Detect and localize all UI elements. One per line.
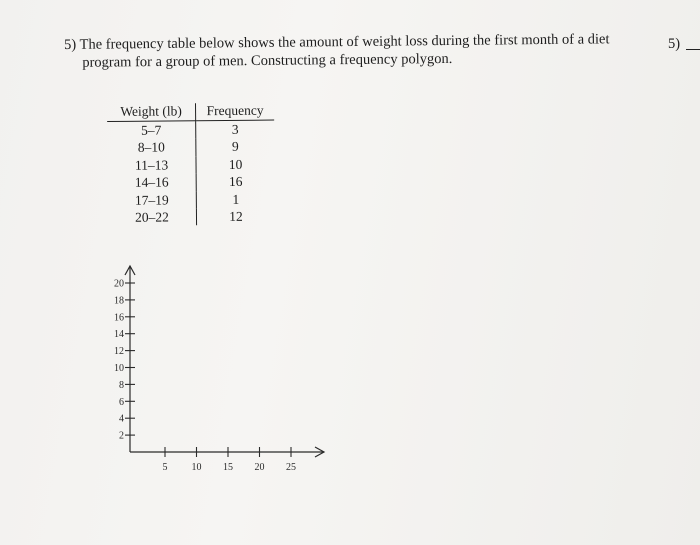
table-row [107, 120, 274, 139]
x-tick-label: 5 [162, 462, 168, 473]
table-row [107, 138, 274, 157]
weight-cell: 20–22 [108, 208, 197, 226]
frequency-cell: 16 [228, 174, 243, 190]
table-row [108, 173, 275, 192]
frequency-cell: 10 [228, 156, 243, 172]
question-text [64, 30, 664, 72]
y-tick-label: 10 [114, 363, 124, 374]
table-row [107, 155, 274, 174]
question-line-2: program for a group of men. Constructing a frequency polygon. [82, 50, 453, 71]
blank-graph-axes [110, 262, 340, 477]
weight-cell: 17–19 [108, 191, 197, 209]
y-tick-label: 14 [114, 329, 124, 341]
answer-blank[interactable] [686, 49, 700, 50]
y-tick-label: 16 [114, 312, 124, 324]
y-tick-label: 8 [119, 379, 124, 391]
x-tick-label: 20 [254, 462, 265, 473]
frequency-cell: 9 [231, 139, 239, 155]
table-row [108, 208, 275, 227]
x-tick-label: 10 [191, 462, 202, 473]
y-tick-label: 2 [119, 430, 124, 442]
frequency-cell: 3 [231, 121, 239, 137]
weight-cell: 14–16 [108, 173, 197, 191]
table-row [108, 190, 275, 209]
weight-cell: 11–13 [107, 156, 196, 174]
frequency-cell: 12 [229, 208, 243, 224]
y-tick-label: 4 [119, 413, 124, 425]
column-header-frequency: Frequency [195, 103, 274, 121]
y-tick-label: 6 [119, 396, 124, 408]
answer-field[interactable] [668, 36, 700, 53]
question-number: 5) [64, 36, 77, 53]
answer-label: 5) [668, 36, 681, 52]
column-header-weight: Weight (lb) [107, 103, 196, 121]
table-header-row [107, 103, 274, 122]
frequency-table [107, 103, 275, 227]
x-tick-label: 25 [286, 462, 296, 473]
y-tick-label: 20 [114, 278, 124, 290]
y-tick-label: 18 [114, 295, 124, 307]
frequency-cell: 1 [232, 191, 240, 207]
question-line-1-text: The frequency table below shows the amount of weight loss during the first month of a diet [79, 31, 610, 53]
y-tick-label: 12 [114, 346, 124, 358]
weight-cell: 5–7 [107, 121, 196, 140]
x-tick-label: 15 [223, 462, 233, 473]
weight-cell: 8–10 [107, 139, 196, 157]
